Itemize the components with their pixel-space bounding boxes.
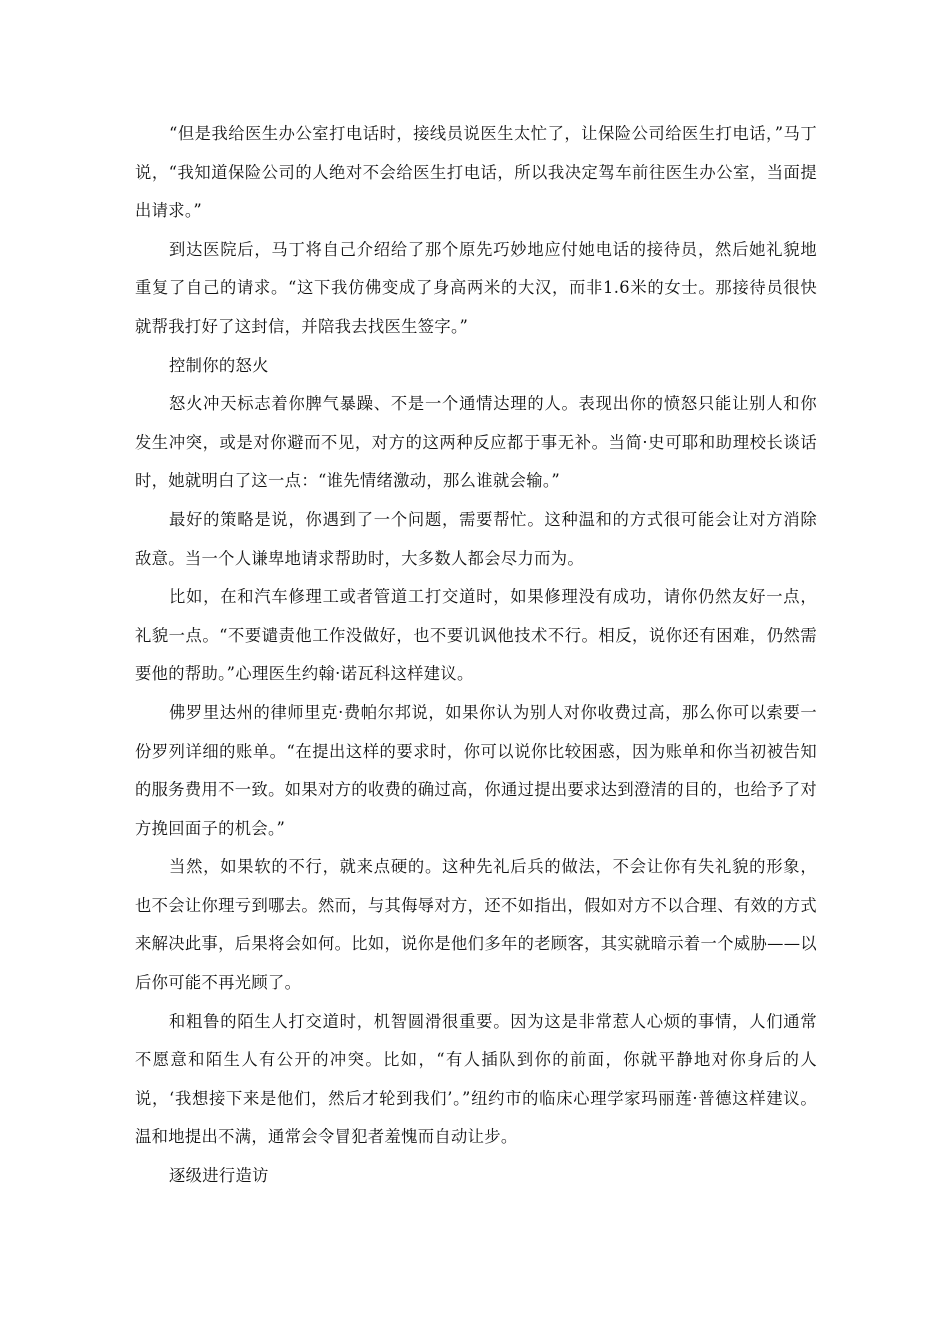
paragraph-hospital-visit: 到达医院后，马丁将自己介绍给了那个原先巧妙地应付她电话的接待员，然后她礼貌地重复了自己的请求。“这下我仿佛变成了身高两米的大汉，而非1.6米的女士。那接待员很快就帮我打好了这封信，并陪我去找医生签字。”	[135, 239, 817, 336]
paragraph-rude-strangers: 和粗鲁的陌生人打交道时，机智圆滑很重要。因为这是非常惹人心烦的事情，人们通常不愿意和陌生人有公开的冲突。比如，“有人插队到你的前面，你就平静地对你身后的人说，‘我想接下来是他们，然后才轮到我们’。”纽约市的临床心理学家玛丽莲·普德这样建议。温和地提出不满，通常会令冒犯者羞愧而自动让步。	[135, 1011, 817, 1147]
section-heading-control-anger: 控制你的怒火	[169, 355, 269, 375]
paragraph-best-strategy: 最好的策略是说，你遇到了一个问题，需要帮忙。这种温和的方式很可能会让对方消除敌意。当一个人谦卑地请求帮助时，大多数人都会尽力而为。	[135, 509, 817, 568]
document-body	[135, 115, 817, 1196]
paragraph-firm-approach: 当然，如果软的不行，就来点硬的。这种先礼后兵的做法，不会让你有失礼貌的形象，也不会让你理亏到哪去。然而，与其侮辱对方，还不如指出，假如对方不以合理、有效的方式来解决此事，后果将会如何。比如，说你是他们多年的老顾客，其实就暗示着一个威胁——以后你可能不再光顾了。	[135, 857, 817, 993]
section-heading-escalate-visits: 逐级进行造访	[169, 1166, 269, 1186]
paragraph-anger: 怒火冲天标志着你脾气暴躁、不是一个通情达理的人。表现出你的愤怒只能让别人和你发生冲突，或是对你避而不见，对方的这两种反应都于事无补。当简·史可耶和助理校长谈话时，她就明白了这一点：“谁先情绪激动，那么谁就会输。”	[135, 394, 817, 491]
paragraph-insurance-call: “但是我给医生办公室打电话时，接线员说医生太忙了，让保险公司给医生打电话，”马丁说，“我知道保险公司的人绝对不会给医生打电话，所以我决定驾车前往医生办公室，当面提出请求。”	[135, 124, 817, 221]
paragraph-lawyer-bill: 佛罗里达州的律师里克·费帕尔邦说，如果你认为别人对你收费过高，那么你可以索要一份罗列详细的账单。“在提出这样的要求时，你可以说你比较困惑，因为账单和你当初被告知的服务费用不一致。如果对方的收费的确过高，你通过提出要求达到澄清的目的，也给予了对方挽回面子的机会。”	[135, 702, 817, 838]
paragraph-repairman: 比如，在和汽车修理工或者管道工打交道时，如果修理没有成功，请你仍然友好一点，礼貌一点。“不要谴责他工作没做好，也不要讥讽他技术不行。相反，说你还有困难，仍然需要他的帮助。”心理医生约翰·诺瓦科这样建议。	[135, 587, 817, 684]
